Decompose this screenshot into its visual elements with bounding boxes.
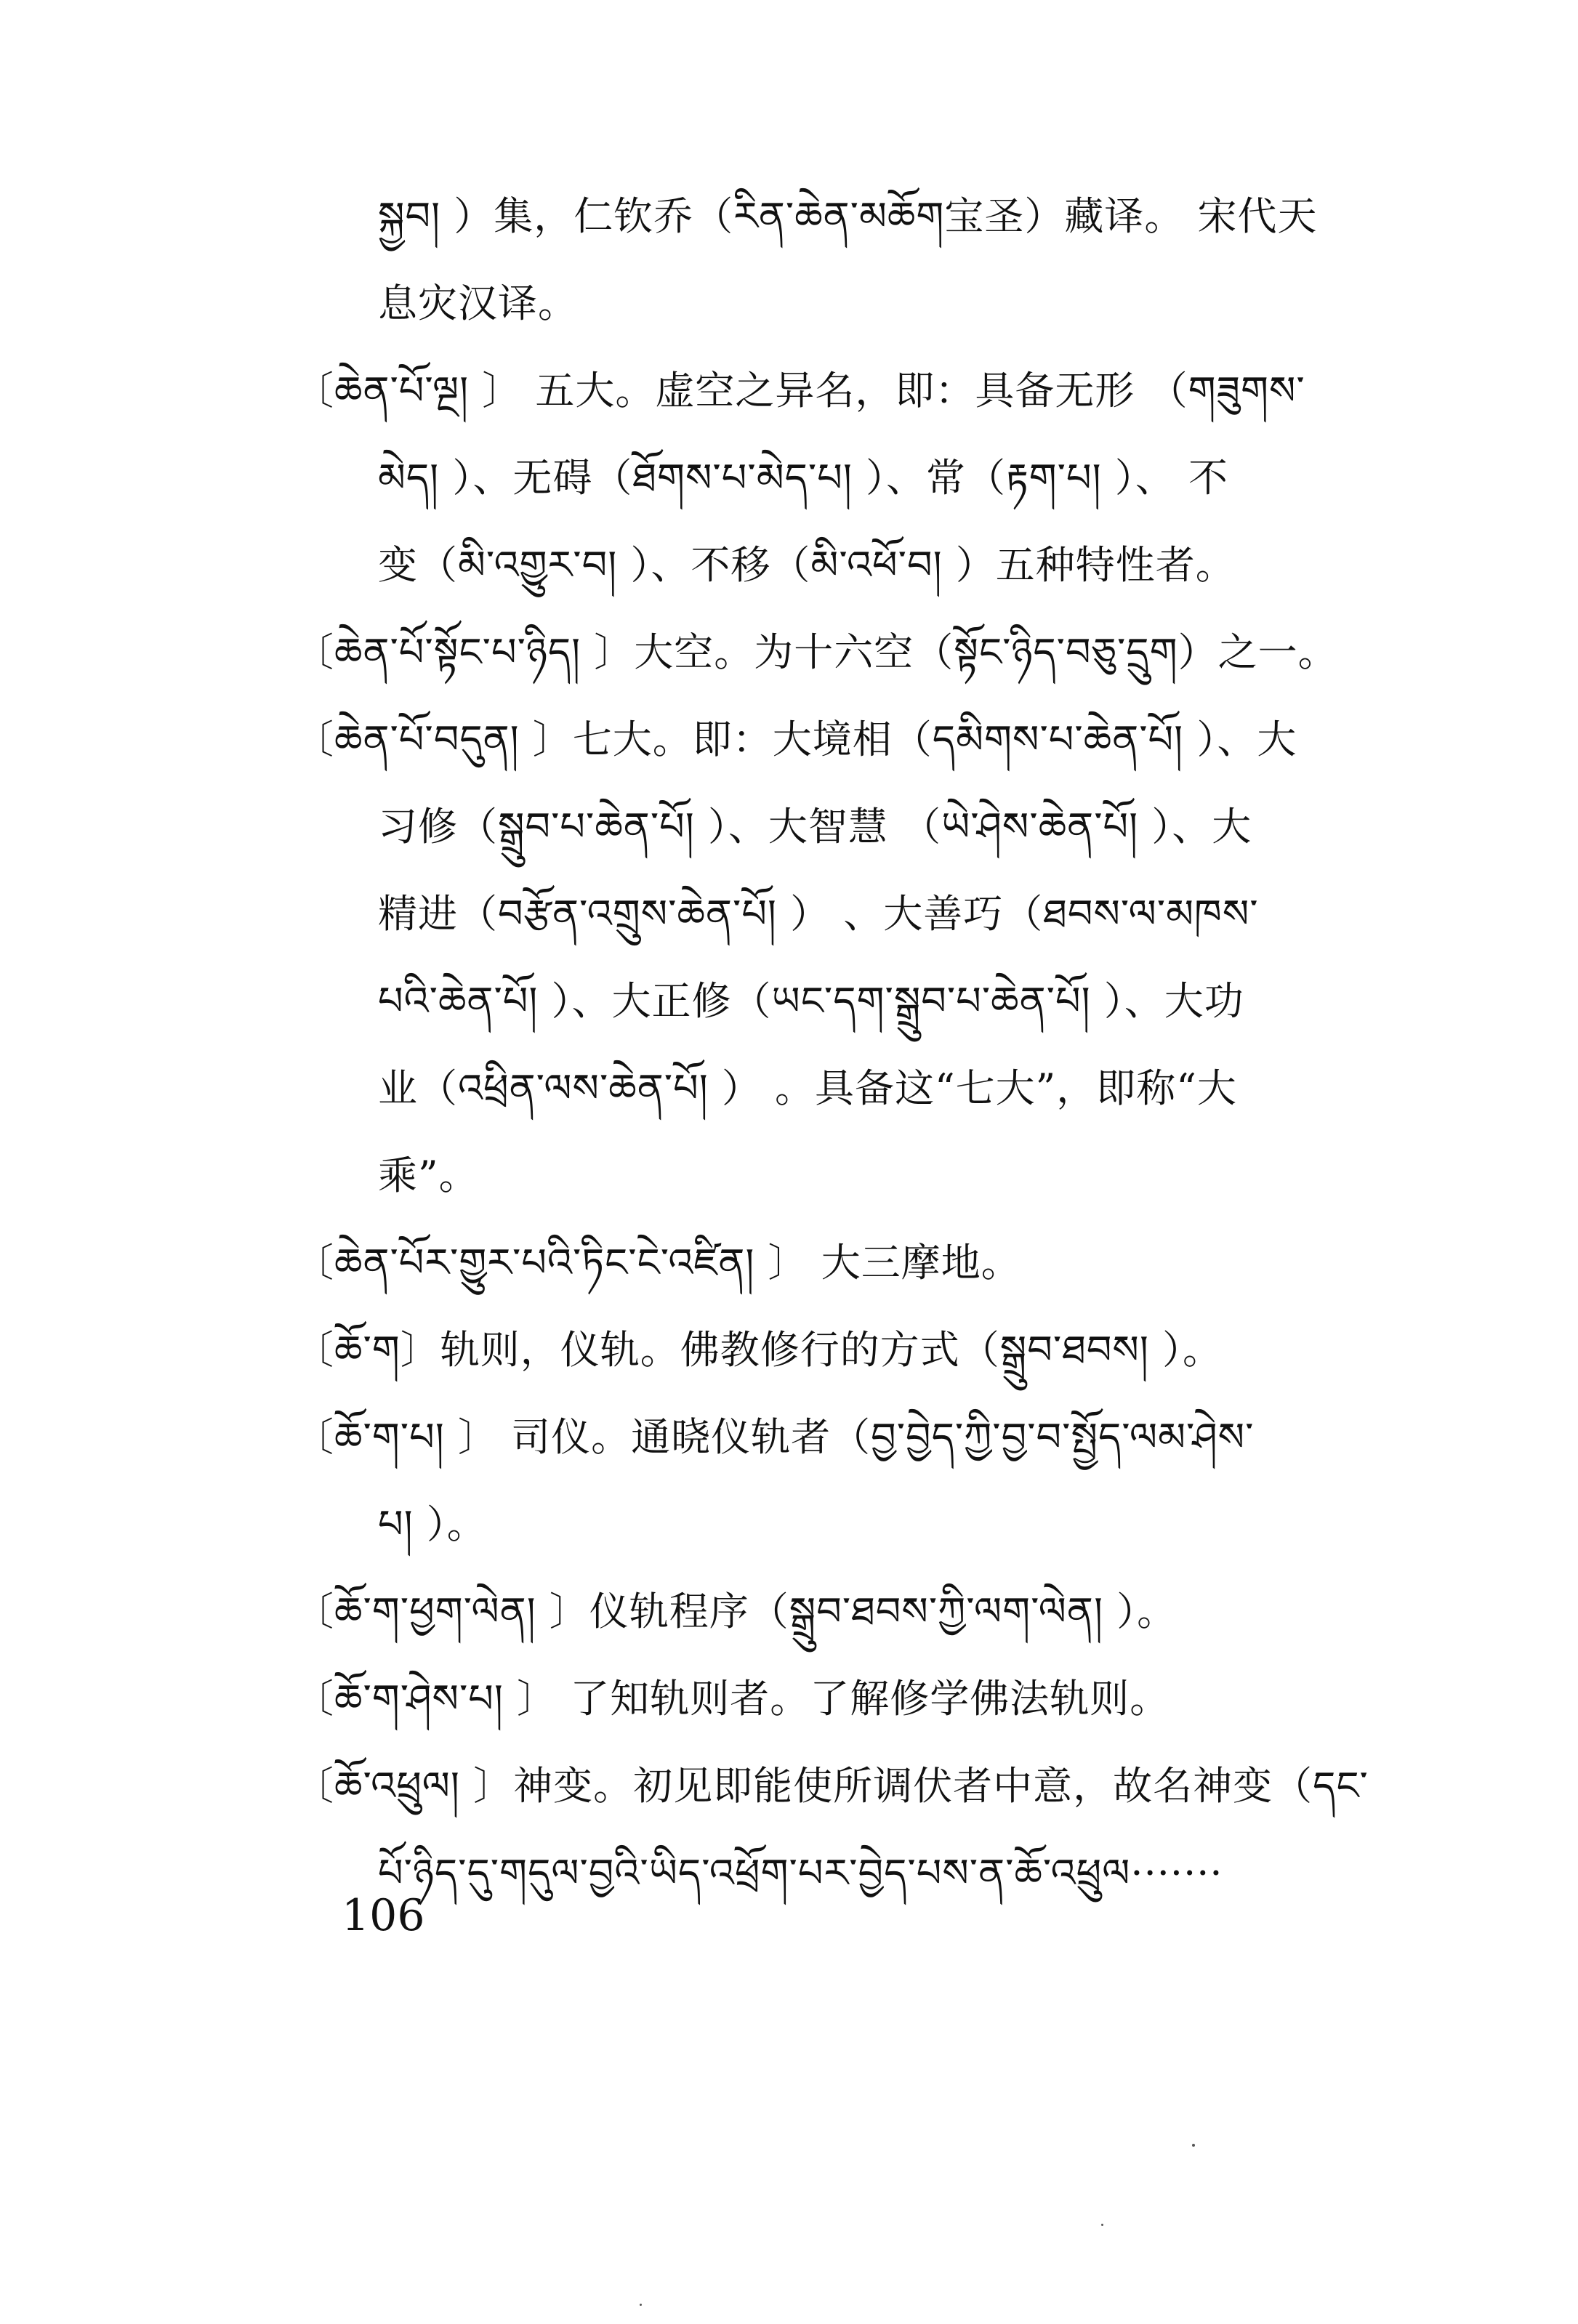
- entry-line-3: 〔ཆེན་པོ་ལྔ། 〕 五大。虚空之异名，即：具备无形 （གཟུགས་: [294, 368, 1305, 413]
- entry-line-15: 〔ཆོ་ག་པ། 〕 司仪。通晓仪轨者（བྱ་བྱེད་ཀྱི་བྱ་བ་སྤྱོད་ལམ་ཤེས་: [294, 1414, 1255, 1460]
- scan-speck: [640, 2304, 642, 2306]
- entry-line-7: 〔ཆེན་པོ་བདུན། 〕七大。即：大境相（དམིགས་པ་ཆེན་པོ། ）、大: [294, 717, 1297, 762]
- scan-speck: [1192, 2144, 1195, 2147]
- entry-line-16: པ། ）。: [378, 1501, 487, 1547]
- entry-line-13: 〔ཆེན་པོར་གྱུར་པའི་ཏིང་ངེ་འཛིན། 〕 大三摩地。: [294, 1240, 1021, 1286]
- entry-line-4: མེད། ）、无碍（ཐོགས་པ་མེད་པ། ）、常（རྟག་པ། ）、 不: [378, 455, 1228, 501]
- entry-line-8: 习修（སྒྲུབ་པ་ཆེན་པོ། ）、大智慧 （ཡེ་ཤེས་ཆེན་པོ། ）、大: [378, 804, 1252, 850]
- entry-line-1: སྐྱབ། ）集，仁钦乔（རིན་ཆེན་མཆོག宝圣）藏译。 宋代天: [378, 193, 1318, 239]
- entry-line-12: 乘”。: [378, 1153, 479, 1198]
- entry-line-2: 息灾汉译。: [378, 281, 578, 326]
- page-number: 106: [342, 1890, 425, 1941]
- entry-line-14: 〔ཆོ་ག〕轨则，仪轨。佛教修行的方式（སྒྲུབ་ཐབས། ）。: [294, 1327, 1223, 1373]
- entry-line-19: 〔ཆོ་འཕྲུལ། 〕神变。初见即能使所调伏者中意，故名神变（དང་: [294, 1763, 1369, 1809]
- entry-line-17: 〔ཆོ་ག་ཕྱག་ལེན། 〕仪轨程序（སྒྲུབ་ཐབས་ཀྱི་ལག་ལེན། ）。: [294, 1589, 1178, 1634]
- entry-line-9: 精进（བརྩོན་འགྲུས་ཆེན་པོ། ） 、大善巧（ཐབས་ལ་མཁས་: [378, 891, 1259, 937]
- entry-line-10: པའི་ཆེན་པོ། ）、大正修（ཡང་དག་སྒྲུབ་པ་ཆེན་པོ། ）、大功: [378, 978, 1244, 1024]
- entry-line-18: 〔ཆོ་ག་ཤེས་པ། 〕 了知轨则者。了解修学佛法轨则。: [294, 1676, 1170, 1722]
- scan-speck: [1101, 2224, 1103, 2226]
- entry-line-6: 〔ཆེན་པོ་སྟོང་པ་ཉིད། 〕大空。为十六空（སྟོང་ཉིད་བཅུ་དྲུག）之一。: [294, 629, 1338, 675]
- entry-line-20: པོ་ཉིད་དུ་གདུལ་བྱའི་ཡིད་འཕྲོག་པར་བྱེད་པས་ན་ཆོ་འཕྲུལ·······: [378, 1850, 1223, 1896]
- entry-line-11: 业（འཕྲིན་ལས་ཆེན་པོ། ） 。具备这“七大”，即称“大: [378, 1065, 1237, 1111]
- entry-line-5: 变（མི་འགྱུར་བ། ）、不移（མི་འཕོ་བ། ）五种特性者。: [378, 542, 1236, 588]
